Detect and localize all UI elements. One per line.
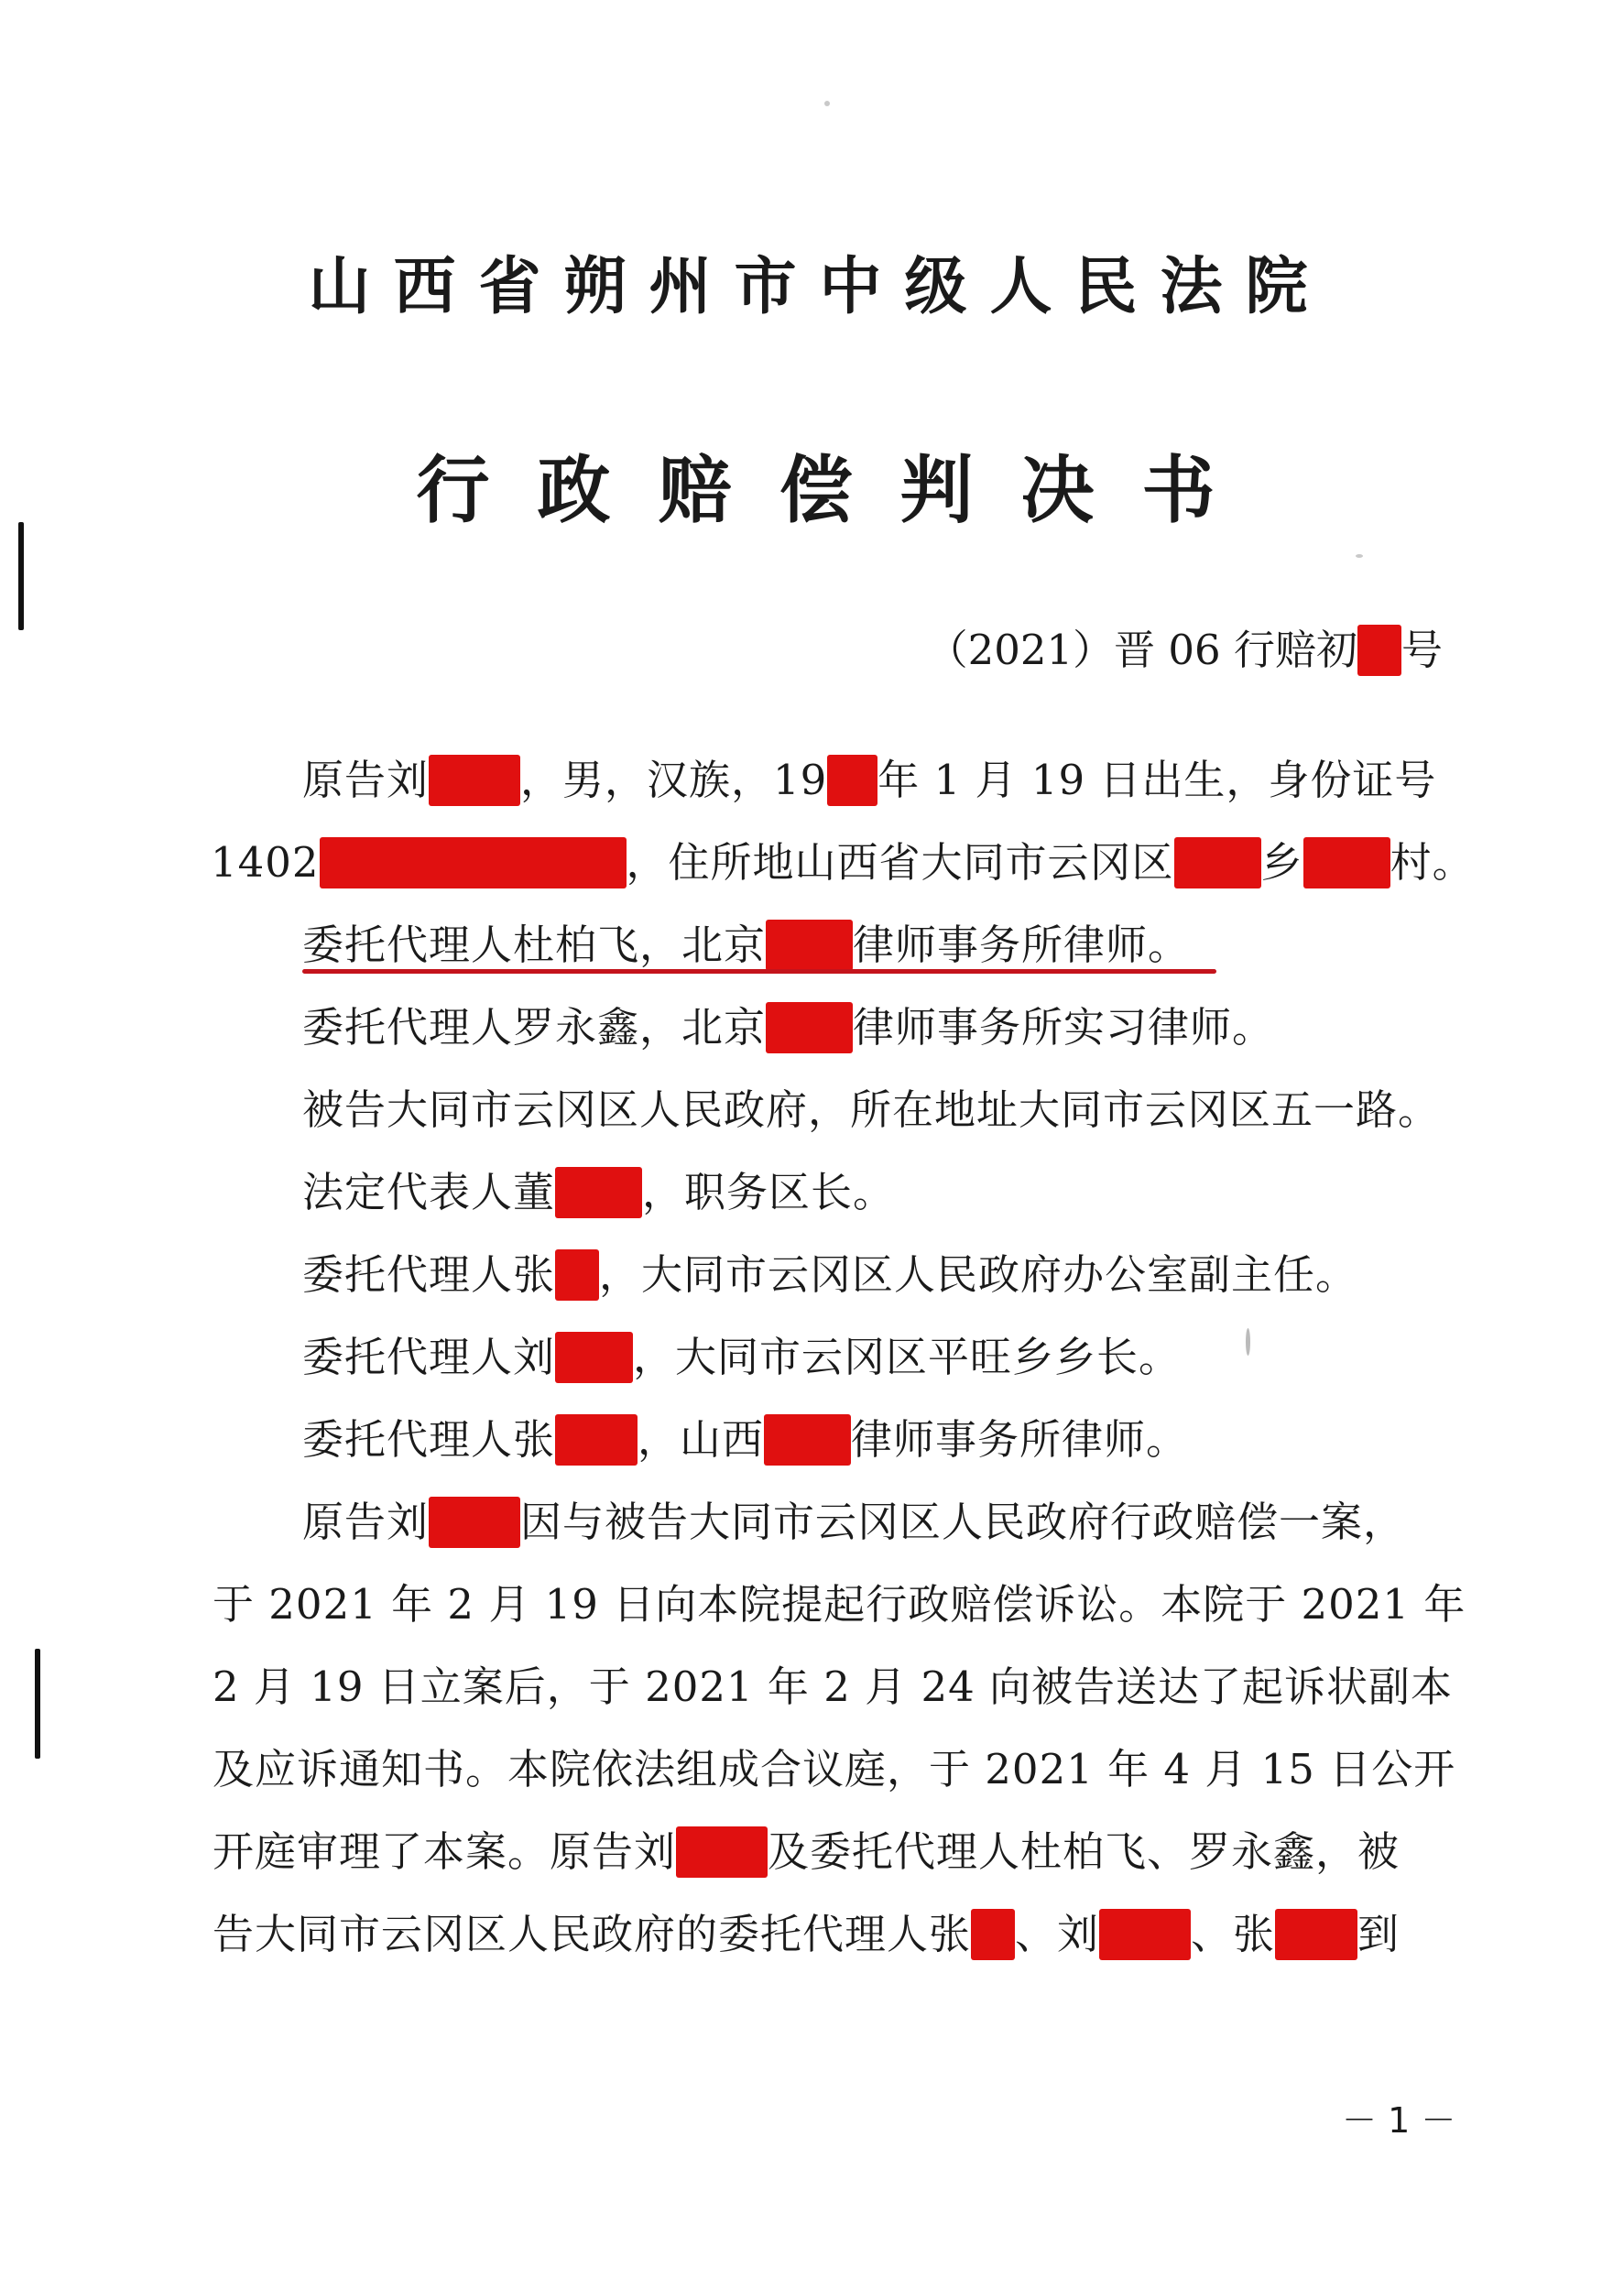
scan-speck — [1356, 554, 1363, 558]
redaction-block — [429, 755, 520, 806]
document-title: 行政赔偿判决书 — [416, 447, 1263, 533]
red-underline — [302, 969, 1216, 974]
scan-binding-mark — [18, 522, 24, 630]
text-line: 委托代理人张 ，山西 律师事务所律师。 — [302, 1415, 1189, 1464]
redaction-block — [766, 920, 853, 971]
scan-binding-mark — [35, 1649, 40, 1759]
redaction-block — [764, 1414, 851, 1466]
text-line: 及应诉通知书。本院依法组成合议庭，于 2021 年 4 月 15 日公开 — [213, 1745, 1456, 1793]
redaction-block — [827, 755, 877, 806]
text-line: 委托代理人罗永鑫，北京 律师事务所实习律师。 — [302, 1003, 1275, 1052]
text-line: 原告刘 ，男，汉族，19 年 1 月 19 日出生，身份证号 — [302, 756, 1437, 804]
text-line: 开庭审理了本案。原告刘 及委托代理人杜柏飞、罗永鑫，被 — [213, 1827, 1401, 1876]
redaction-block — [766, 1002, 853, 1053]
text-line: 委托代理人刘 ，大同市云冈区平旺乡乡长。 — [302, 1333, 1182, 1381]
text-line: 法定代表人董 ，职务区长。 — [302, 1168, 896, 1216]
text-line: 2 月 19 日立案后，于 2021 年 2 月 24 向被告送达了起诉状副本 — [213, 1662, 1454, 1711]
text-line: 告大同市云冈区人民政府的委托代理人张 、刘 、张 到 — [213, 1910, 1401, 1958]
redaction-block — [971, 1909, 1015, 1960]
redaction-block — [320, 837, 627, 888]
text-line: 1402 ，住所地山西省大同市云冈区 乡 村。 — [211, 838, 1475, 887]
court-name: 山西省朔州市中级人民法院 — [308, 250, 1331, 323]
redaction-block — [1174, 837, 1261, 888]
redaction-block — [1099, 1909, 1191, 1960]
redaction-block — [1303, 837, 1390, 888]
redaction-block — [555, 1332, 633, 1383]
scan-speck — [1246, 1328, 1250, 1356]
redaction-block — [1357, 625, 1401, 676]
page-number: － 1 － — [1342, 2100, 1456, 2141]
redaction-block — [555, 1249, 599, 1301]
redaction-block — [676, 1826, 768, 1878]
redaction-block — [1275, 1909, 1357, 1960]
text-line: 原告刘 因与被告大同市云冈区人民政府行政赔偿一案， — [302, 1498, 1406, 1546]
text-line: 被告大同市云冈区人民政府，所在地址大同市云冈区五一路。 — [302, 1085, 1441, 1134]
redaction-block — [555, 1414, 638, 1466]
scan-speck — [824, 101, 830, 106]
case-number: （2021）晋 06 行赔初 号 — [926, 626, 1443, 674]
redaction-block — [555, 1167, 642, 1218]
text-line: 委托代理人杜柏飞，北京 律师事务所律师。 — [302, 921, 1191, 969]
text-line: 委托代理人张 ，大同市云冈区人民政府办公室副主任。 — [302, 1250, 1358, 1299]
text-line: 于 2021 年 2 月 19 日向本院提起行政赔偿诉讼。本院于 2021 年 — [213, 1580, 1466, 1629]
redaction-block — [429, 1497, 520, 1548]
